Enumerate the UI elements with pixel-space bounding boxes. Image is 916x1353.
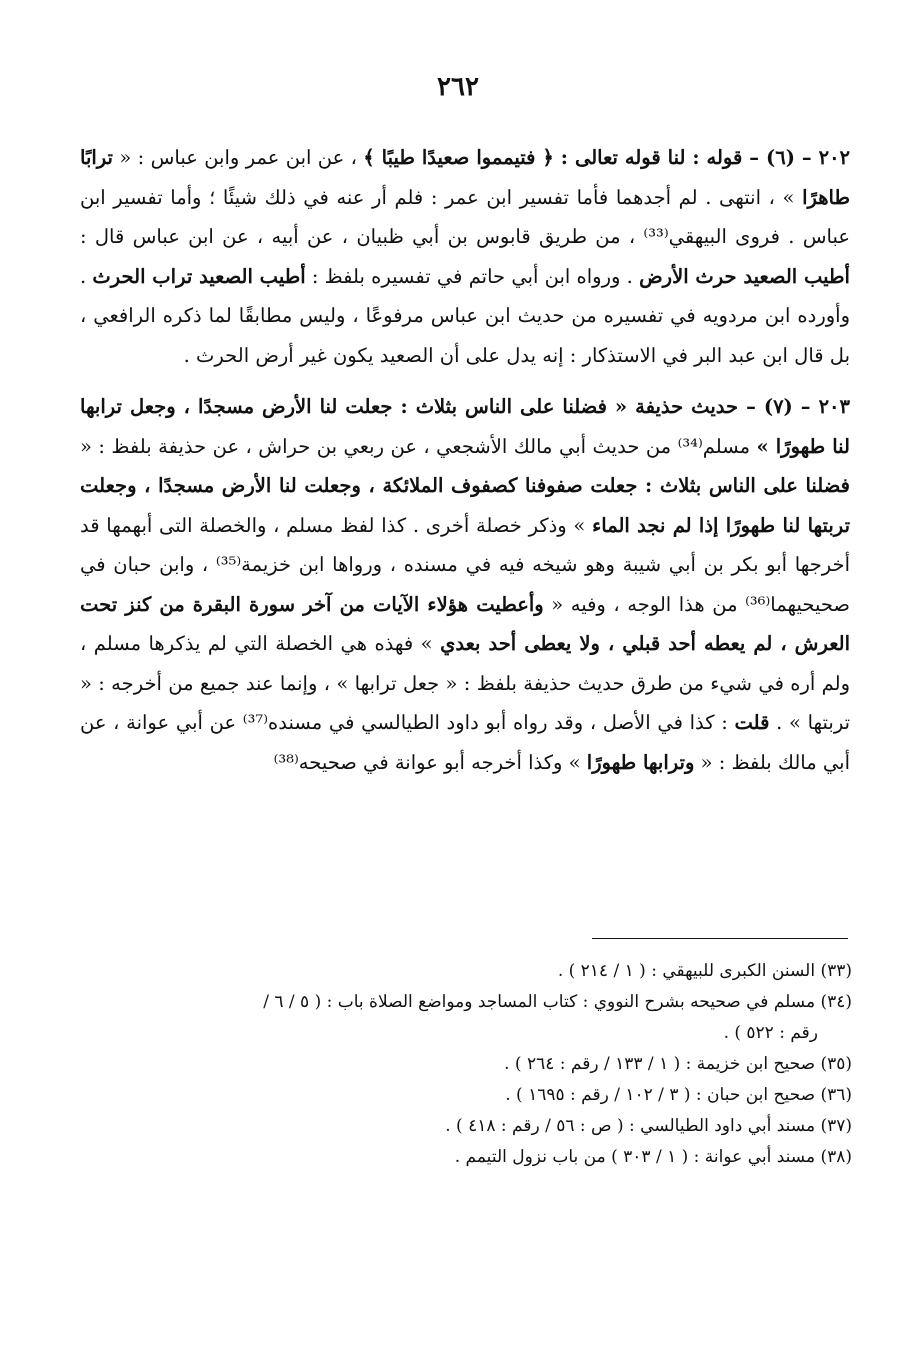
bold-text-segment: ٢٠٢ – (٦) – قوله : لنا قوله تعالى : ﴿ فتيمموا صعيدًا طيبًا ﴾ (363, 146, 851, 169)
footnote-36: (٣٦) صحيح ابن حبان : ( ٣ / ١٠٢ / رقم : ١٦٩٥ ) . (505, 1085, 852, 1105)
bold-text-segment: فضلنا على الناس بثلاث : جعلت صفوفنا كصفوف الملائكة ، وجعلت لنا الأرض مسجدًا ، وجعلت تربتها لنا طهورًا إذا لم نجد الماء (80, 474, 850, 537)
text-segment: » ، انتهى . لم أجدهما فأما تفسير ابن عمر : فلم أر عنه في ذلك شيئًا ؛ وأما تفسير ابن عباس . فروى البيهقي⁽³³⁾ ، من طريق قابوس بن أبي ظبيان ، عن أبيه ، عن ابن عباس قال : (80, 185, 850, 248)
footnote-33: (٣٣) السنن الكبرى للبيهقي : ( ١ / ٢١٤ ) . (557, 961, 852, 981)
footnote-separator (592, 938, 848, 939)
paragraph-203 (80, 387, 850, 782)
main-text (80, 138, 850, 794)
footnote-38: (٣٨) مسند أبي عوانة : ( ١ / ٣٠٣ ) من باب نزول التيمم . (454, 1147, 852, 1167)
text-segment: ، عن ابن عمر وابن عباس : « (112, 146, 364, 169)
text-segment: » وكذا أخرجه أبو عوانة في صحيحه⁽³⁸⁾ (273, 750, 587, 774)
bold-text-segment: قلت (734, 711, 770, 734)
text-segment: » وذكر خصلة أخرى . كذا لفظ مسلم ، والخصلة التى أبهمها قد أخرجها أبو بكر بن أبي شيبة وهو شيخه فيه في مسنده ، ورواها ابن خزيمة⁽³⁵⁾ ، وابن حبان في صحيحيهما⁽³⁶⁾ من هذا الوجه ، وفيه « (80, 513, 850, 616)
text-segment: مسلم⁽³⁴⁾ من حديث أبي مالك الأشجعي ، عن ربعي بن حراش ، عن حذيفة بلفظ : « (80, 434, 757, 458)
bold-text-segment: أطيب الصعيد تراب الحرث (92, 264, 306, 288)
footnote-35: (٣٥) صحيح ابن خزيمة : ( ١ / ١٣٣ / رقم : ٢٦٤ ) . (504, 1054, 852, 1074)
footnotes (80, 956, 852, 1173)
bold-text-segment: أطيب الصعيد حرث الأرض (639, 264, 850, 288)
footnote-37: (٣٧) مسند أبي داود الطيالسي : ( ص : ٥٦ / رقم : ٤١٨ ) . (445, 1116, 852, 1136)
footnote-34-continuation: رقم : ٥٢٢ ) . (723, 1023, 818, 1043)
text-segment: » فهذه هي الخصلة التي لم يذكرها مسلم ، ولم أره في شيء من طرق حديث حذيفة بلفظ : « جعل ترابها » ، وإنما عند جميع من أخرجه : « تربتها » . (80, 632, 851, 734)
page-number: ٢٦٢ (437, 72, 479, 102)
text-segment: . ورواه ابن أبي حاتم في تفسيره بلفظ : (305, 264, 640, 288)
bold-text-segment: وترابها طهورًا (586, 750, 695, 774)
bold-text-segment: ٢٠٣ – (٧) – حديث حذيفة « فضلنا على الناس بثلاث : جعلت لنا الأرض مسجدًا ، وجعل ترابها لنا طهورًا » (80, 395, 850, 458)
text-segment: . وأورده ابن مردويه في تفسيره من حديث ابن عباس مرفوعًا ، وليس مطابقًا لما ذكره الرافعي ، بل قال ابن عبد البر في الاستذكار : إنه يدل على أن الصعيد يكون غير أرض الحرث . (80, 264, 850, 367)
bold-text-segment: وأعطيت هؤلاء الآيات من آخر سورة البقرة من كنز تحت العرش ، لم يعطه أحد قبلي ، ولا يعطى أحد بعدي (80, 592, 851, 655)
footnote-34: (٣٤) مسلم في صحيحه بشرح النووي : كتاب المساجد ومواضع الصلاة باب : ( ٥ / ٦ / (263, 992, 852, 1012)
paragraph-202 (80, 138, 850, 375)
bold-text-segment: ترابًا طاهرًا (80, 146, 850, 209)
text-segment: : كذا في الأصل ، وقد رواه أبو داود الطيالسي في مسنده⁽³⁷⁾ عن أبي عوانة ، عن أبي مالك بلفظ : « (80, 711, 850, 774)
